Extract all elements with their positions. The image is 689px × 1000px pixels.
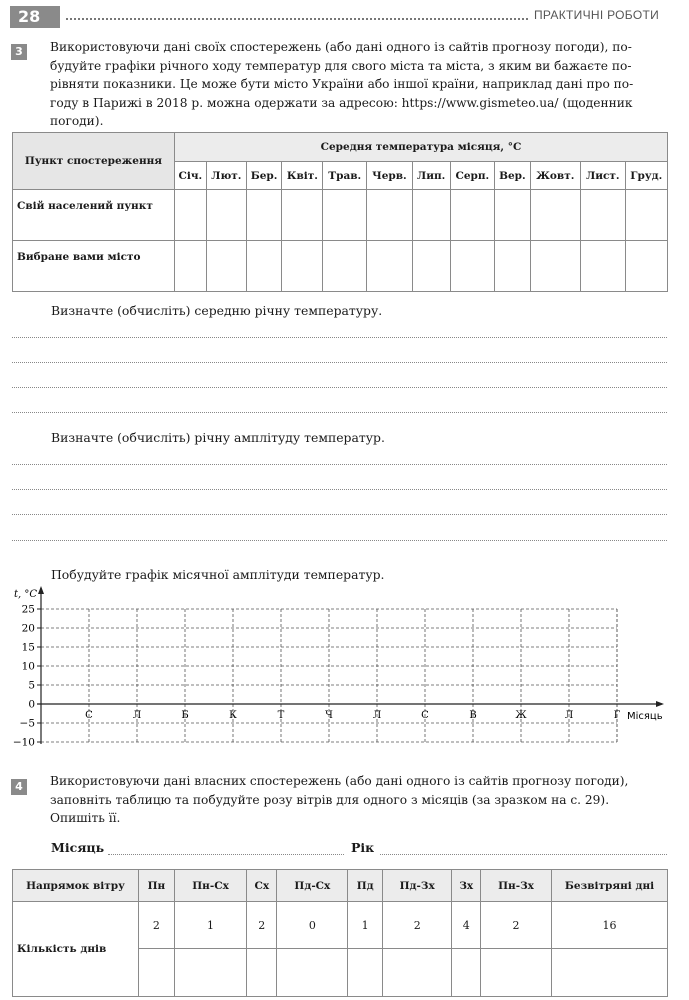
x-tick-labels bbox=[85, 710, 621, 721]
days-cell[interactable] bbox=[552, 949, 668, 997]
task-3-text bbox=[50, 38, 667, 131]
answer-line[interactable] bbox=[12, 540, 667, 541]
task-4-text bbox=[50, 772, 667, 828]
table-row bbox=[13, 241, 668, 292]
answer-line[interactable] bbox=[12, 514, 667, 515]
days-cell[interactable] bbox=[277, 949, 348, 997]
month-header: Січ. bbox=[175, 162, 207, 190]
x-tick-label: Т bbox=[277, 710, 285, 721]
x-tick-label: Л bbox=[564, 710, 574, 721]
task-4-line: Використовуючи дані власних спостережень (або дані одного із сайтів прогнозу погоди), bbox=[50, 774, 629, 788]
table-corner-header: Пункт спостереження bbox=[13, 133, 175, 190]
days-value: 0 bbox=[277, 902, 348, 949]
temperature-cell[interactable] bbox=[495, 241, 530, 292]
temperature-cell[interactable] bbox=[323, 241, 367, 292]
wind-corner-header: Напрямок вітру bbox=[13, 870, 139, 902]
days-cell[interactable] bbox=[174, 949, 246, 997]
days-value: 4 bbox=[452, 902, 481, 949]
direction-header: Пд bbox=[348, 870, 383, 902]
month-header: Черв. bbox=[367, 162, 413, 190]
temperature-cell[interactable] bbox=[450, 190, 495, 241]
y-axis-label: t, °С bbox=[14, 589, 38, 600]
wind-table bbox=[12, 869, 668, 997]
row-label: Свій населений пункт bbox=[13, 190, 175, 241]
answer-line[interactable] bbox=[12, 362, 667, 363]
temperature-chart bbox=[0, 580, 689, 750]
temperature-cell[interactable] bbox=[175, 190, 207, 241]
task-4-line: заповніть таблицю та побудуйте розу вітрів для одного з місяців (за зразком на с. 29). bbox=[50, 792, 610, 807]
month-field[interactable] bbox=[108, 854, 344, 855]
month-header: Лют. bbox=[206, 162, 246, 190]
x-tick-label: Б bbox=[181, 710, 189, 721]
x-tick-label: С bbox=[421, 710, 429, 721]
x-axis-label: Місяць bbox=[627, 711, 663, 722]
days-value: 1 bbox=[348, 902, 383, 949]
temperature-cell[interactable] bbox=[530, 241, 580, 292]
temperature-cell[interactable] bbox=[282, 241, 323, 292]
x-tick-label: Г bbox=[613, 710, 621, 721]
x-tick-label: Ч bbox=[325, 710, 333, 721]
days-cell[interactable] bbox=[348, 949, 383, 997]
temperature-cell[interactable] bbox=[412, 190, 450, 241]
x-tick-label: Л bbox=[372, 710, 382, 721]
direction-header: Пн-Сх bbox=[174, 870, 246, 902]
month-header: Серп. bbox=[450, 162, 495, 190]
temperature-cell[interactable] bbox=[581, 190, 626, 241]
temperature-cell[interactable] bbox=[625, 190, 667, 241]
row-label: Вибране вами місто bbox=[13, 241, 175, 292]
temperature-table bbox=[12, 132, 668, 292]
month-header: Квіт. bbox=[282, 162, 323, 190]
days-cell[interactable] bbox=[247, 949, 277, 997]
direction-header: Зх bbox=[452, 870, 481, 902]
answer-line[interactable] bbox=[12, 412, 667, 413]
month-header: Лист. bbox=[581, 162, 626, 190]
days-value: 1 bbox=[174, 902, 246, 949]
page-number: 28 bbox=[10, 6, 60, 28]
y-tick-label: −5 bbox=[19, 717, 35, 730]
year-label: Рік bbox=[351, 840, 375, 855]
temperature-cell[interactable] bbox=[581, 241, 626, 292]
direction-header: Пн-Зх bbox=[481, 870, 552, 902]
y-axis-arrow bbox=[38, 586, 44, 594]
y-tick-label: −10 bbox=[12, 736, 35, 749]
month-header: Лип. bbox=[412, 162, 450, 190]
table-group-header: Середня температура місяця, °С bbox=[175, 133, 668, 162]
temperature-cell[interactable] bbox=[282, 190, 323, 241]
temperature-cell[interactable] bbox=[206, 190, 246, 241]
days-value: 2 bbox=[481, 902, 552, 949]
temperature-cell[interactable] bbox=[175, 241, 207, 292]
task-3-badge: 3 bbox=[11, 44, 27, 60]
answer-line[interactable] bbox=[12, 337, 667, 338]
task-4-badge: 4 bbox=[11, 779, 27, 795]
temperature-cell[interactable] bbox=[367, 241, 413, 292]
month-header: Бер. bbox=[246, 162, 282, 190]
table-row bbox=[13, 902, 668, 949]
x-tick-label: В bbox=[469, 710, 477, 721]
section-title: ПРАКТИЧНІ РОБОТИ bbox=[534, 8, 660, 22]
y-tick-labels bbox=[13, 604, 35, 749]
y-tick-label: 5 bbox=[28, 679, 35, 692]
temperature-cell[interactable] bbox=[246, 241, 282, 292]
direction-header: Сх bbox=[247, 870, 277, 902]
temperature-cell[interactable] bbox=[323, 190, 367, 241]
x-tick-label: К bbox=[229, 710, 237, 721]
direction-header: Пд-Зх bbox=[382, 870, 452, 902]
x-tick-label: Л bbox=[132, 710, 142, 721]
x-axis-arrow bbox=[656, 701, 664, 707]
days-cell[interactable] bbox=[139, 949, 175, 997]
days-cell[interactable] bbox=[382, 949, 452, 997]
temperature-cell[interactable] bbox=[367, 190, 413, 241]
task-3-line: рівняти показники. Це може бути місто України або іншої країни, наприклад дані про по- bbox=[50, 77, 634, 91]
y-tick-label: 25 bbox=[21, 603, 35, 616]
table-row bbox=[13, 190, 668, 241]
year-field[interactable] bbox=[380, 854, 667, 855]
month-header: Груд. bbox=[625, 162, 667, 190]
y-tick-label: 10 bbox=[21, 660, 35, 673]
temperature-cell[interactable] bbox=[412, 241, 450, 292]
direction-header: Пн bbox=[139, 870, 175, 902]
month-label: Місяць bbox=[51, 840, 105, 855]
prompt-annual-amplitude: Визначте (обчисліть) річну амплітуду температур. bbox=[51, 430, 385, 445]
temperature-cell[interactable] bbox=[495, 190, 530, 241]
days-value: 2 bbox=[139, 902, 175, 949]
x-tick-label: С bbox=[85, 710, 93, 721]
header-dotted-rule bbox=[66, 18, 528, 20]
temperature-cell[interactable] bbox=[206, 241, 246, 292]
days-cell[interactable] bbox=[481, 949, 552, 997]
days-value: 16 bbox=[552, 902, 668, 949]
direction-header: Пд-Сх bbox=[277, 870, 348, 902]
month-header: Трав. bbox=[323, 162, 367, 190]
row-label: Кількість днів bbox=[13, 902, 139, 997]
month-header: Жовт. bbox=[530, 162, 580, 190]
temperature-cell[interactable] bbox=[530, 190, 580, 241]
temperature-cell[interactable] bbox=[625, 241, 667, 292]
task-3-line: погоди). bbox=[50, 114, 104, 128]
prompt-graph: Побудуйте графік місячної амплітуди температур. bbox=[51, 567, 385, 582]
task-4-line: Опишіть її. bbox=[50, 811, 121, 825]
task-3-line: Використовуючи дані своїх спостережень (або дані одного із сайтів прогнозу погоди), по- bbox=[50, 40, 632, 54]
temperature-cell[interactable] bbox=[246, 190, 282, 241]
days-cell[interactable] bbox=[452, 949, 481, 997]
answer-line[interactable] bbox=[12, 464, 667, 465]
direction-header: Безвітряні дні bbox=[552, 870, 668, 902]
month-header: Вер. bbox=[495, 162, 530, 190]
days-value: 2 bbox=[382, 902, 452, 949]
prompt-mean-temperature: Визначте (обчисліть) середню річну температуру. bbox=[51, 303, 383, 318]
task-3-line: году в Парижі в 2018 р. можна одержати за адресою: https://www.gismeteo.ua/ (щоденник bbox=[50, 95, 633, 110]
x-tick-label: Ж bbox=[515, 710, 527, 721]
answer-line[interactable] bbox=[12, 489, 667, 490]
y-tick-label: 15 bbox=[21, 641, 35, 654]
task-3-line: будуйте графіки річного ходу температур для свого міста та міста, з яким ви бажаєте по- bbox=[50, 58, 632, 73]
chart-grid bbox=[41, 609, 617, 744]
y-tick-label: 20 bbox=[21, 622, 35, 635]
temperature-cell[interactable] bbox=[450, 241, 495, 292]
answer-line[interactable] bbox=[12, 387, 667, 388]
days-value: 2 bbox=[247, 902, 277, 949]
y-tick-label: 0 bbox=[28, 698, 35, 711]
